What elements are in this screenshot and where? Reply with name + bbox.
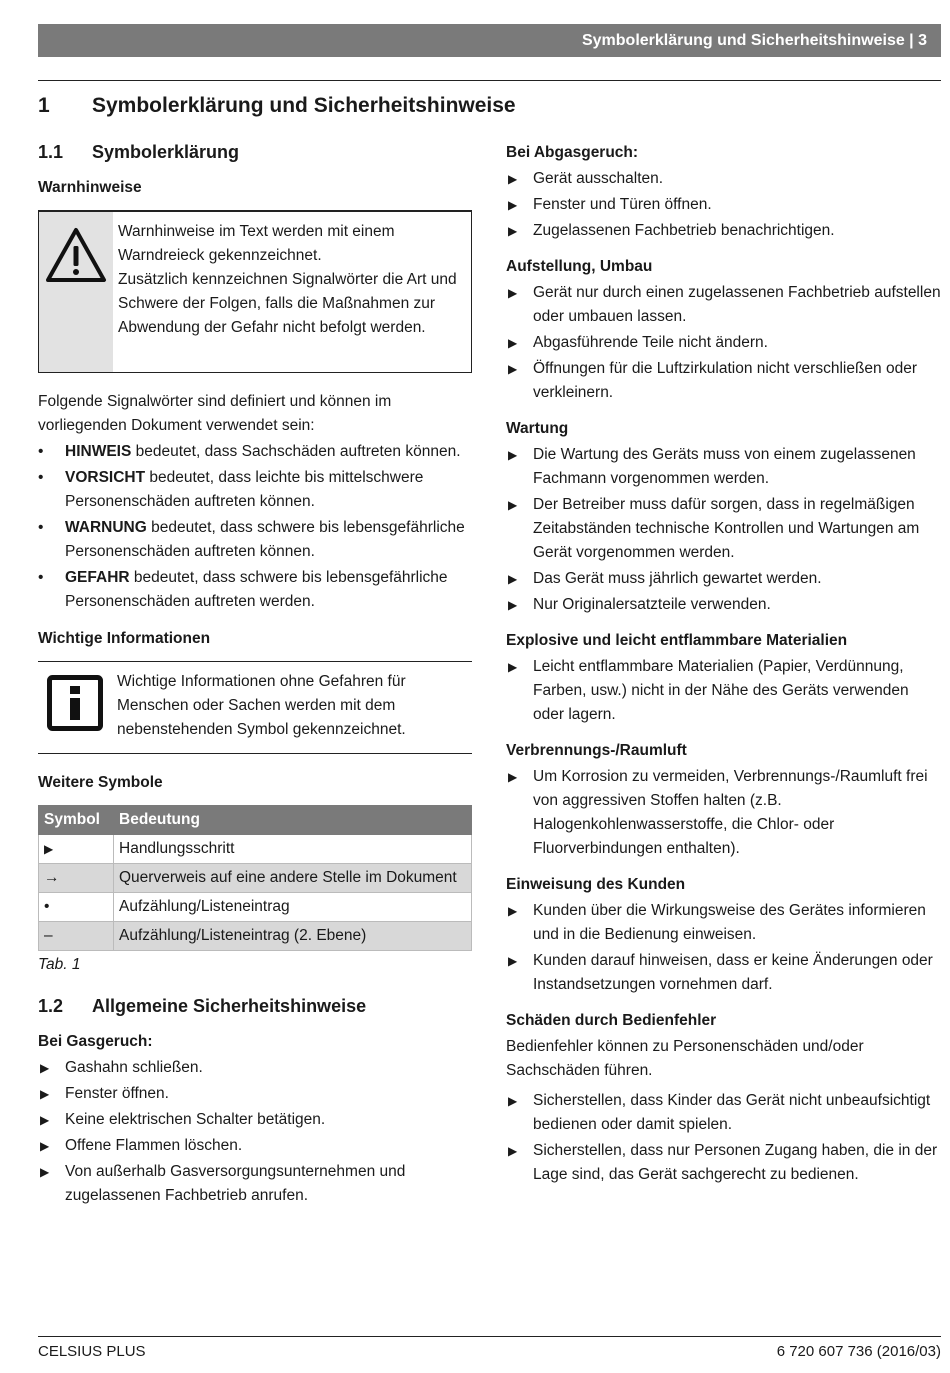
section-1-title: Symbolerklärung und Sicherheitshinweise xyxy=(92,94,516,117)
table-header-symbol: Symbol xyxy=(39,806,114,835)
list-item xyxy=(38,1134,472,1158)
section-1-2-heading xyxy=(38,994,472,1018)
warn-heading: Warnhinweise xyxy=(38,179,142,196)
action-arrow-icon: ▶ xyxy=(508,362,518,376)
symbols-heading: Weitere Symbole xyxy=(38,774,163,791)
right-block-list xyxy=(506,765,942,861)
footer-product: CELSIUS PLUS xyxy=(38,1343,146,1360)
section-1-number: 1 xyxy=(38,94,50,117)
table-header-row xyxy=(39,806,472,835)
footer-rule xyxy=(38,1336,941,1337)
action-arrow-icon: ▶ xyxy=(40,1087,50,1101)
list-item-text: Der Betreiber muss dafür sorgen, dass in regelmäßigen Zeitabständen technische Kontrollen und Wartungen am Gerät vorgenommen werden. xyxy=(533,496,920,561)
right-block-heading: Wartung xyxy=(506,420,569,437)
header-rule xyxy=(38,80,941,81)
list-item-text: Zugelassenen Fachbetrieb benachrichtigen. xyxy=(533,222,835,239)
list-item xyxy=(38,1108,472,1132)
footer-doc-number: 6 720 607 736 (2016/03) xyxy=(776,1343,941,1360)
list-item-text: Das Gerät muss jährlich gewartet werden. xyxy=(533,570,822,587)
warning-box-text xyxy=(113,212,471,372)
left-column xyxy=(38,140,472,1208)
list-item xyxy=(506,593,942,617)
action-arrow-icon: ▶ xyxy=(508,448,518,462)
right-column xyxy=(506,141,942,1187)
list-item xyxy=(506,193,942,217)
info-heading: Wichtige Informationen xyxy=(38,630,211,647)
list-item xyxy=(506,1139,942,1187)
action-arrow-icon: ▶ xyxy=(508,1144,518,1158)
list-item xyxy=(38,440,472,464)
section-1-2-title: Allgemeine Sicherheitshinweise xyxy=(92,996,367,1016)
action-arrow-icon: ▶ xyxy=(508,572,518,586)
right-block-heading: Aufstellung, Umbau xyxy=(506,258,653,275)
list-item-text: Sicherstellen, dass nur Personen Zugang haben, die in der Lage sind, das Gerät sachgerecht zu bedienen. xyxy=(533,1142,938,1183)
right-block-list xyxy=(506,281,942,405)
signal-word: GEFAHR xyxy=(65,569,130,586)
list-item-text: Offene Flammen löschen. xyxy=(65,1137,243,1154)
action-arrow-icon: ▶ xyxy=(508,336,518,350)
list-item-text: Leicht entflammbare Materialien (Papier, Verdünnung, Farben, usw.) nicht in der Nähe des Geräts verwenden oder lagern. xyxy=(533,658,909,723)
list-item xyxy=(506,765,942,861)
table-cell-meaning: Querverweis auf eine andere Stelle im Dokument xyxy=(114,864,472,893)
table-cell-symbol: → xyxy=(39,864,114,893)
right-block-list xyxy=(506,443,942,617)
table-cell-meaning: Aufzählung/Listeneintrag xyxy=(114,893,472,922)
section-1-2-number: 1.2 xyxy=(38,996,64,1016)
list-item xyxy=(38,1056,472,1080)
table-cell-meaning: Aufzählung/Listeneintrag (2. Ebene) xyxy=(114,922,472,951)
right-block-heading: Verbrennungs-/Raumluft xyxy=(506,742,687,759)
action-arrow-icon: ▶ xyxy=(508,498,518,512)
signal-word: HINWEIS xyxy=(65,443,132,460)
right-block-heading: Einweisung des Kunden xyxy=(506,876,686,893)
signal-text: bedeutet, dass schwere bis lebensgefährliche Personenschäden auftreten können. xyxy=(65,519,465,560)
action-arrow-icon: ▶ xyxy=(508,770,518,784)
list-item-text: Die Wartung des Geräts muss von einem zugelassenen Fachmann vorgenommen werden. xyxy=(533,446,916,487)
action-arrow-icon: ▶ xyxy=(508,660,518,674)
list-item xyxy=(506,167,942,191)
list-item xyxy=(38,1082,472,1106)
signal-text: bedeutet, dass Sachschäden auftreten können. xyxy=(131,443,461,460)
section-1-1-title: Symbolerklärung xyxy=(92,142,240,162)
list-item-text: Gashahn schließen. xyxy=(65,1059,203,1076)
page-header-bar xyxy=(38,24,941,57)
signal-text: bedeutet, dass schwere bis lebensgefährliche Personenschäden auftreten werden. xyxy=(65,569,448,610)
list-item-text: Um Korrosion zu vermeiden, Verbrennungs-/Raumluft frei von aggressiven Stoffen halten (z.B. Halogenkohlenwasserstoffe, die Chlor- oder Fluorverbindungen enthalten). xyxy=(533,768,928,857)
list-item xyxy=(38,516,472,564)
section-1-heading xyxy=(38,94,516,118)
warning-box-line: Warnhinweise im Text werden mit einem Warndreieck gekennzeichnet. xyxy=(118,223,395,264)
signal-intro: Folgende Signalwörter sind definiert und können im vorliegenden Dokument verwendet sein: xyxy=(38,393,392,434)
list-item xyxy=(38,466,472,514)
warning-box-line: Zusätzlich kennzeichnen Signalwörter die Art und Schwere der Folgen, falls die Maßnahmen zur Abwendung der Gefahr nicht befolgt werden. xyxy=(118,271,457,336)
list-item xyxy=(38,566,472,614)
right-block-list xyxy=(506,899,942,997)
list-item xyxy=(506,357,942,405)
list-item xyxy=(506,281,942,329)
right-block-heading: Explosive und leicht entflammbare Materialien xyxy=(506,632,848,649)
list-item xyxy=(506,331,942,355)
right-block-intro: Bedienfehler können zu Personenschäden und/oder Sachschäden führen. xyxy=(506,1038,864,1079)
list-item xyxy=(38,1160,472,1208)
page-header-title: Symbolerklärung und Sicherheitshinweise | 3 xyxy=(581,32,927,49)
action-arrow-icon: ▶ xyxy=(508,224,518,238)
action-arrow-icon: ▶ xyxy=(508,904,518,918)
action-arrow-icon: ▶ xyxy=(508,286,518,300)
list-item xyxy=(506,567,942,591)
list-item-text: Gerät nur durch einen zugelassenen Fachbetrieb aufstellen oder umbauen lassen. xyxy=(533,284,941,325)
list-item xyxy=(506,655,942,727)
list-item-text: Öffnungen für die Luftzirkulation nicht verschließen oder verkleinern. xyxy=(533,360,917,401)
section-1-1-heading xyxy=(38,140,472,164)
action-arrow-icon: ▶ xyxy=(508,1094,518,1108)
right-block-heading: Schäden durch Bedienfehler xyxy=(506,1012,717,1029)
right-block-list xyxy=(506,167,942,243)
list-item xyxy=(506,899,942,947)
gas-list xyxy=(38,1056,472,1208)
signal-list xyxy=(38,440,472,614)
list-item-text: Abgasführende Teile nicht ändern. xyxy=(533,334,768,351)
list-item-text: Nur Originalersatzteile verwenden. xyxy=(533,596,771,613)
table-caption: Tab. 1 xyxy=(38,956,81,973)
table-cell-meaning: Handlungsschritt xyxy=(114,835,472,864)
table-row xyxy=(39,893,472,922)
list-item xyxy=(506,219,942,243)
symbols-table xyxy=(38,805,472,951)
table-row xyxy=(39,864,472,893)
action-arrow-icon: ▶ xyxy=(508,598,518,612)
list-item-text: Fenster öffnen. xyxy=(65,1085,169,1102)
signal-word: VORSICHT xyxy=(65,469,146,486)
info-box-text: Wichtige Informationen ohne Gefahren für Menschen oder Sachen werden mit dem nebenstehenden Symbol gekennzeichnet. xyxy=(117,673,406,738)
signal-word: WARNUNG xyxy=(65,519,147,536)
table-row xyxy=(39,922,472,951)
action-arrow-icon: ▶ xyxy=(508,954,518,968)
table-cell-symbol: • xyxy=(39,893,114,922)
list-item-text: Kunden über die Wirkungsweise des Gerätes informieren und in die Bedienung einweisen. xyxy=(533,902,926,943)
action-arrow-icon: ▶ xyxy=(40,1061,50,1075)
warning-box xyxy=(38,210,472,373)
list-item xyxy=(506,1089,942,1137)
table-row xyxy=(39,835,472,864)
action-arrow-icon: ▶ xyxy=(40,1113,50,1127)
right-block-list xyxy=(506,655,942,727)
right-block-heading: Bei Abgasgeruch: xyxy=(506,144,639,161)
signal-text: bedeutet, dass leichte bis mittelschwere Personenschäden auftreten können. xyxy=(65,469,424,510)
gas-heading: Bei Gasgeruch: xyxy=(38,1033,153,1050)
list-item-text: Von außerhalb Gasversorgungsunternehmen und zugelassenen Fachbetrieb anrufen. xyxy=(65,1163,406,1204)
action-arrow-icon: ▶ xyxy=(508,198,518,212)
table-cell-symbol: – xyxy=(39,922,114,951)
list-item-text: Keine elektrischen Schalter betätigen. xyxy=(65,1111,326,1128)
section-1-1-number: 1.1 xyxy=(38,142,64,162)
right-block-list xyxy=(506,1089,942,1187)
list-item-text: Sicherstellen, dass Kinder das Gerät nicht unbeaufsichtigt bedienen oder damit spielen. xyxy=(533,1092,931,1133)
list-item-text: Fenster und Türen öffnen. xyxy=(533,196,712,213)
table-header-meaning: Bedeutung xyxy=(114,806,472,835)
list-item-text: Gerät ausschalten. xyxy=(533,170,664,187)
list-item xyxy=(506,949,942,997)
action-arrow-icon: ▶ xyxy=(40,1139,50,1153)
list-item xyxy=(506,493,942,565)
list-item-text: Kunden darauf hinweisen, dass er keine Änderungen oder Instandsetzungen vornehmen darf. xyxy=(533,952,933,993)
action-arrow-icon: ▶ xyxy=(40,1165,50,1179)
action-arrow-icon: ▶ xyxy=(508,172,518,186)
info-box xyxy=(38,661,472,754)
list-item xyxy=(506,443,942,491)
info-icon xyxy=(38,662,112,753)
warning-triangle-icon xyxy=(39,212,113,372)
table-cell-symbol: ▶ xyxy=(39,835,114,864)
